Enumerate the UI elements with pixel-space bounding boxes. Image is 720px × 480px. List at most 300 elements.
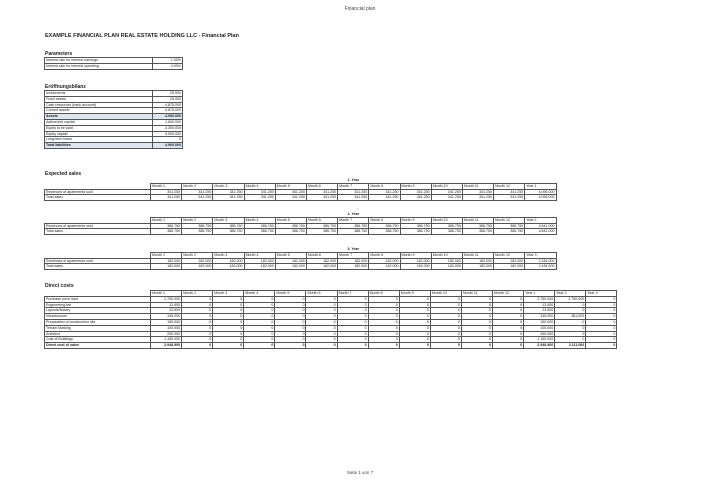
column-header: Month 1 xyxy=(151,183,182,189)
row-value: 182.000 xyxy=(182,258,213,264)
row-value: 0 xyxy=(244,343,275,349)
sales-year-table xyxy=(44,178,557,201)
row-label: Cash resources (bank account) xyxy=(45,102,153,108)
row-value: 0 xyxy=(368,319,399,325)
column-header: Month 5 xyxy=(275,217,306,223)
direct-costs-table xyxy=(44,290,617,349)
row-value: 0 xyxy=(337,308,368,314)
column-header: Month 4 xyxy=(244,217,275,223)
row-value: 25.000 xyxy=(153,96,183,102)
row-value: 4.900.000 xyxy=(153,131,183,137)
row-value: 250.000 xyxy=(151,331,182,337)
row-value: 341.250 xyxy=(275,195,306,201)
row-value: 341.250 xyxy=(400,189,431,195)
row-value: 0 xyxy=(399,314,430,320)
row-value: 341.250 xyxy=(306,195,337,201)
row-value: 182.000 xyxy=(213,264,244,270)
column-header: Month 11 xyxy=(462,217,493,223)
column-header: Month 3 xyxy=(213,291,244,297)
row-value: 386.750 xyxy=(494,223,525,229)
row-value: 0 xyxy=(493,296,524,302)
row-value: 0 xyxy=(337,302,368,308)
row-value: 0 xyxy=(461,319,492,325)
row-value: 0 xyxy=(337,319,368,325)
opening-balance-table xyxy=(44,90,183,149)
row-value: 0 xyxy=(306,319,337,325)
row-value: 182.000 xyxy=(182,264,213,270)
row-value: 341.250 xyxy=(275,189,306,195)
row-value: 0 xyxy=(399,302,430,308)
column-header: Month 12 xyxy=(494,217,525,223)
row-value: 386.750 xyxy=(244,229,275,235)
row-value: 0 xyxy=(368,325,399,331)
row-value: 0 xyxy=(244,319,275,325)
row-value: 150.000 xyxy=(524,319,555,325)
row-value: 0 xyxy=(368,337,399,343)
sales-year-table xyxy=(44,247,557,270)
column-header: Year 1 xyxy=(524,291,555,297)
row-value: 341.250 xyxy=(182,195,213,201)
parameters-heading: Parameters xyxy=(45,51,73,57)
row-label: Preparation of construction site xyxy=(45,319,151,325)
row-value: 386.750 xyxy=(182,223,213,229)
row-value: 0 xyxy=(337,325,368,331)
row-value: 0 xyxy=(430,308,461,314)
row-value: 0 xyxy=(153,137,183,143)
row-value: 386.750 xyxy=(431,223,462,229)
page-header: Financial plan xyxy=(344,6,376,12)
row-value: 0 xyxy=(399,343,430,349)
row-label: Engineering fee xyxy=(45,302,151,308)
row-value: 386.750 xyxy=(369,229,400,235)
row-value: 0 xyxy=(430,319,461,325)
row-value: 341.250 xyxy=(369,195,400,201)
column-header: Year 3 xyxy=(525,252,556,258)
column-header: Year 2 xyxy=(525,217,556,223)
row-value: 182.000 xyxy=(244,258,275,264)
row-value: 341.250 xyxy=(213,195,244,201)
row-value: 4.875.000 xyxy=(153,108,183,114)
column-header: Month 12 xyxy=(494,252,525,258)
row-value: 341.250 xyxy=(244,195,275,201)
row-value: 341.250 xyxy=(338,189,369,195)
row-value: 341.250 xyxy=(151,189,182,195)
row-value: 386.750 xyxy=(306,223,337,229)
table-row xyxy=(45,264,557,270)
row-value: 0 xyxy=(213,331,244,337)
row-value: 0 xyxy=(430,296,461,302)
row-value: 0 xyxy=(337,314,368,320)
row-value: 0 xyxy=(555,337,586,343)
row-value: 0 xyxy=(275,302,306,308)
row-value: 4.900.000 xyxy=(153,114,183,120)
row-value: 0 xyxy=(368,331,399,337)
row-label: Authorized capital xyxy=(45,119,153,125)
opening-balance-heading: Eröffnungsbilanz xyxy=(45,84,86,90)
row-value: 4.641.000 xyxy=(525,229,556,235)
row-value: 4.095.000 xyxy=(525,195,556,201)
row-value: 0 xyxy=(586,325,617,331)
row-value: 2.948.900 xyxy=(524,343,555,349)
row-value: 386.750 xyxy=(400,229,431,235)
row-value: 2.948.900 xyxy=(151,343,182,349)
row-value: 23.500 xyxy=(151,308,182,314)
row-value: 182.000 xyxy=(369,264,400,270)
row-value: 341.250 xyxy=(306,189,337,195)
column-header: Month 4 xyxy=(244,183,275,189)
column-header: Year 3 xyxy=(586,291,617,297)
column-header: Month 7 xyxy=(337,291,368,297)
row-value: 386.750 xyxy=(151,229,182,235)
row-value: 0 xyxy=(555,331,586,337)
row-label: Revenues of apartments sold xyxy=(45,189,151,195)
row-value: 386.750 xyxy=(306,229,337,235)
row-label: Infrastructure xyxy=(45,314,151,320)
column-header: Month 9 xyxy=(400,252,431,258)
row-value: 0 xyxy=(399,308,430,314)
row-value: 4,00% xyxy=(153,63,183,69)
column-header: Month 7 xyxy=(338,183,369,189)
row-value: 0 xyxy=(275,314,306,320)
column-header: Month 3 xyxy=(213,183,244,189)
row-value: 386.750 xyxy=(213,223,244,229)
row-value: 0 xyxy=(399,319,430,325)
row-value: 0 xyxy=(586,302,617,308)
row-label: Total sales xyxy=(45,195,151,201)
row-value: 0 xyxy=(306,331,337,337)
row-value: 0 xyxy=(275,308,306,314)
column-header: Month 1 xyxy=(151,252,182,258)
row-value: 386.750 xyxy=(462,229,493,235)
row-label: Long-term loans xyxy=(45,137,153,143)
row-value: 0 xyxy=(555,302,586,308)
row-value: 0 xyxy=(244,314,275,320)
column-header: Month 9 xyxy=(399,291,430,297)
row-value: 0 xyxy=(493,343,524,349)
column-header: Year 1 xyxy=(525,183,556,189)
table-row xyxy=(45,229,557,235)
row-value: 182.000 xyxy=(494,264,525,270)
row-label: Current assets xyxy=(45,108,153,114)
row-value: 341.250 xyxy=(494,195,525,201)
row-value: 341.250 xyxy=(338,195,369,201)
table-row xyxy=(45,343,617,349)
column-header: Month 2 xyxy=(182,183,213,189)
row-value: 341.250 xyxy=(431,189,462,195)
row-value: 1.150.000 xyxy=(151,337,182,343)
row-value: 1.150.000 xyxy=(524,337,555,343)
row-value: 182.000 xyxy=(494,258,525,264)
row-value: 0 xyxy=(586,337,617,343)
row-value: 341.250 xyxy=(369,189,400,195)
row-value: 1,00% xyxy=(153,58,183,64)
document-title: EXAMPLE FINANCIAL PLAN REAL ESTATE HOLDING LLC - Financial Plan xyxy=(45,33,239,39)
row-value: 0 xyxy=(244,296,275,302)
row-value: 0 xyxy=(182,337,213,343)
row-value: 0 xyxy=(244,308,275,314)
row-value: 4.095.000 xyxy=(525,189,556,195)
row-value: 386.750 xyxy=(494,229,525,235)
row-value: 0 xyxy=(244,325,275,331)
column-header: Month 9 xyxy=(400,217,431,223)
row-value: 0 xyxy=(461,314,492,320)
row-value: 182.000 xyxy=(213,258,244,264)
row-value: 150.000 xyxy=(151,319,182,325)
column-header: Month 2 xyxy=(182,291,213,297)
column-header: Month 2 xyxy=(182,217,213,223)
row-value: 0 xyxy=(493,302,524,308)
row-value: 0 xyxy=(182,319,213,325)
row-value: 0 xyxy=(586,314,617,320)
column-header: Month 10 xyxy=(431,217,462,223)
column-header: Month 11 xyxy=(461,291,492,297)
row-value: 0 xyxy=(213,308,244,314)
row-value: 386.750 xyxy=(244,223,275,229)
row-label: Equity capital xyxy=(45,131,153,137)
row-value: 0 xyxy=(430,343,461,349)
row-value: 0 xyxy=(213,319,244,325)
row-value: 0 xyxy=(213,337,244,343)
row-value: 341.250 xyxy=(400,195,431,201)
row-value: 0 xyxy=(461,325,492,331)
column-header: Month 11 xyxy=(462,252,493,258)
row-value: 0 xyxy=(275,319,306,325)
column-header: Month 8 xyxy=(369,217,400,223)
row-value: 0 xyxy=(461,302,492,308)
column-header: Year 2 xyxy=(555,291,586,297)
row-value: 341.250 xyxy=(462,195,493,201)
row-value: 0 xyxy=(368,308,399,314)
row-value: 0 xyxy=(461,343,492,349)
row-value: 0 xyxy=(493,325,524,331)
column-header: Month 7 xyxy=(338,252,369,258)
row-value: 182.000 xyxy=(431,264,462,270)
expected-sales-heading: Expected sales xyxy=(45,171,82,177)
row-value: 25.000 xyxy=(153,91,183,97)
row-value: 0 xyxy=(399,331,430,337)
column-header: Month 6 xyxy=(306,183,337,189)
row-value: 0 xyxy=(275,296,306,302)
row-value: 182.000 xyxy=(462,264,493,270)
row-value: 0 xyxy=(182,343,213,349)
column-header: Month 11 xyxy=(462,183,493,189)
row-value: 0 xyxy=(213,302,244,308)
column-header: Month 3 xyxy=(213,217,244,223)
row-label: Interest rate for interest earnings xyxy=(45,58,153,64)
column-header: Month 10 xyxy=(430,291,461,297)
row-value: 0 xyxy=(182,296,213,302)
row-value: 182.000 xyxy=(151,258,182,264)
column-header: Month 4 xyxy=(244,291,275,297)
row-value: 0 xyxy=(493,331,524,337)
row-value: 0 xyxy=(275,325,306,331)
row-value: 345.000 xyxy=(151,314,182,320)
row-value: 0 xyxy=(461,331,492,337)
row-value: 0 xyxy=(430,337,461,343)
row-value: 23.500 xyxy=(524,308,555,314)
row-value: 386.750 xyxy=(338,223,369,229)
row-value: 341.250 xyxy=(182,189,213,195)
row-value: 0 xyxy=(337,296,368,302)
row-value: 0 xyxy=(275,343,306,349)
row-label: Cost of Buildings xyxy=(45,337,151,343)
row-value: 182.000 xyxy=(369,258,400,264)
row-label: Direct cost of sales xyxy=(45,343,151,349)
row-value: 0 xyxy=(306,325,337,331)
row-value: 0 xyxy=(461,308,492,314)
column-header: Month 10 xyxy=(431,252,462,258)
row-value: 341.250 xyxy=(213,189,244,195)
row-value: 0 xyxy=(399,325,430,331)
row-value: 182.000 xyxy=(400,258,431,264)
row-value: 182.000 xyxy=(306,258,337,264)
column-header: Month 5 xyxy=(275,183,306,189)
row-value: 13.900 xyxy=(524,302,555,308)
row-value: 2.750.000 xyxy=(524,296,555,302)
row-value: 386.750 xyxy=(182,229,213,235)
column-header: Month 1 xyxy=(151,217,182,223)
row-value: 0 xyxy=(182,308,213,314)
row-value: 0 xyxy=(430,302,461,308)
row-value: 4.641.000 xyxy=(525,223,556,229)
row-label: Revenues of apartments sold xyxy=(45,258,151,264)
row-value: 386.750 xyxy=(151,223,182,229)
row-value: 0 xyxy=(586,343,617,349)
row-label: Total liabilities xyxy=(45,143,153,149)
sales-year-table xyxy=(44,212,557,235)
row-value: 0 xyxy=(182,331,213,337)
row-value: 361.000 xyxy=(555,314,586,320)
row-label: Architect xyxy=(45,331,151,337)
row-value: 0 xyxy=(244,337,275,343)
row-value: 0 xyxy=(430,331,461,337)
row-value: 182.000 xyxy=(306,264,337,270)
column-header: Month 8 xyxy=(369,252,400,258)
row-value: 0 xyxy=(337,331,368,337)
row-value: 13.900 xyxy=(151,302,182,308)
row-value: 0 xyxy=(586,308,617,314)
row-value: 386.750 xyxy=(275,229,306,235)
row-value: 182.000 xyxy=(151,264,182,270)
column-header: Month 2 xyxy=(182,252,213,258)
row-value: 0 xyxy=(368,296,399,302)
row-value: 341.250 xyxy=(462,189,493,195)
row-value: 0 xyxy=(213,325,244,331)
row-value: 0 xyxy=(306,343,337,349)
row-value: 250.000 xyxy=(524,331,555,337)
column-header: Month 1 xyxy=(151,291,182,297)
row-value: 0 xyxy=(555,319,586,325)
row-value: 0 xyxy=(306,337,337,343)
row-value: 182.000 xyxy=(400,264,431,270)
year-label: 1. Year xyxy=(151,178,557,183)
row-value: 4.875.000 xyxy=(153,102,183,108)
row-value: -3.300.000 xyxy=(153,125,183,131)
row-value: 0 xyxy=(244,302,275,308)
row-value: 341.250 xyxy=(494,189,525,195)
row-value: 0 xyxy=(430,314,461,320)
row-value: 0 xyxy=(586,296,617,302)
page-footer: Seite 1 von 7 xyxy=(346,470,374,475)
year-label: 3. Year xyxy=(151,247,557,252)
row-value: 182.000 xyxy=(275,258,306,264)
row-value: 0 xyxy=(306,302,337,308)
row-value: 0 xyxy=(461,296,492,302)
table-row xyxy=(45,195,557,201)
row-value: 0 xyxy=(337,337,368,343)
row-value: 0 xyxy=(275,337,306,343)
row-value: 386.750 xyxy=(400,223,431,229)
row-value: 0 xyxy=(586,331,617,337)
row-value: 182.000 xyxy=(431,258,462,264)
row-value: 100.000 xyxy=(524,325,555,331)
row-label: Purchase price land xyxy=(45,296,151,302)
row-value: 0 xyxy=(213,296,244,302)
row-value: 182.000 xyxy=(338,264,369,270)
column-header: Month 9 xyxy=(400,183,431,189)
row-value: 0 xyxy=(368,343,399,349)
row-value: 182.000 xyxy=(462,258,493,264)
table-row xyxy=(45,63,183,69)
column-header: Month 12 xyxy=(493,291,524,297)
row-label: Layouts/Notary xyxy=(45,308,151,314)
row-label: Terrain Marking xyxy=(45,325,151,331)
row-value: 0 xyxy=(368,302,399,308)
row-value: 0 xyxy=(493,314,524,320)
column-header: Month 8 xyxy=(368,291,399,297)
row-value: 0 xyxy=(586,319,617,325)
row-value: 341.250 xyxy=(151,195,182,201)
row-value: 182.000 xyxy=(244,264,275,270)
column-header: Month 8 xyxy=(369,183,400,189)
table-row xyxy=(45,143,183,149)
row-value: 386.750 xyxy=(369,223,400,229)
row-value: 345.000 xyxy=(524,314,555,320)
row-value: 341.250 xyxy=(244,189,275,195)
row-value: 0 xyxy=(493,308,524,314)
column-header: Month 6 xyxy=(306,291,337,297)
row-value: 0 xyxy=(430,325,461,331)
row-value: 386.750 xyxy=(431,229,462,235)
row-value: 2.750.000 xyxy=(555,296,586,302)
row-value: 0 xyxy=(182,302,213,308)
row-value: 0 xyxy=(306,308,337,314)
row-value: 0 xyxy=(493,319,524,325)
row-value: 3.111.000 xyxy=(555,343,586,349)
row-value: 182.000 xyxy=(338,258,369,264)
column-header: Month 12 xyxy=(494,183,525,189)
row-label: Assets xyxy=(45,114,153,120)
column-header: Month 6 xyxy=(306,252,337,258)
row-value: 0 xyxy=(306,296,337,302)
row-value: 386.750 xyxy=(462,223,493,229)
row-value: 0 xyxy=(555,325,586,331)
year-label: 2. Year xyxy=(151,212,557,217)
row-value: 2.184.000 xyxy=(525,264,556,270)
direct-costs-heading: Direct costs xyxy=(45,283,74,289)
row-value: 0 xyxy=(182,314,213,320)
row-value: 0 xyxy=(337,343,368,349)
row-value: 0 xyxy=(555,308,586,314)
row-value: 0 xyxy=(368,314,399,320)
column-header: Month 4 xyxy=(244,252,275,258)
row-value: 0 xyxy=(275,331,306,337)
row-value: 0 xyxy=(213,314,244,320)
row-value: 100.000 xyxy=(151,325,182,331)
row-value: 0 xyxy=(399,337,430,343)
column-header: Month 5 xyxy=(275,252,306,258)
column-header: Month 6 xyxy=(306,217,337,223)
